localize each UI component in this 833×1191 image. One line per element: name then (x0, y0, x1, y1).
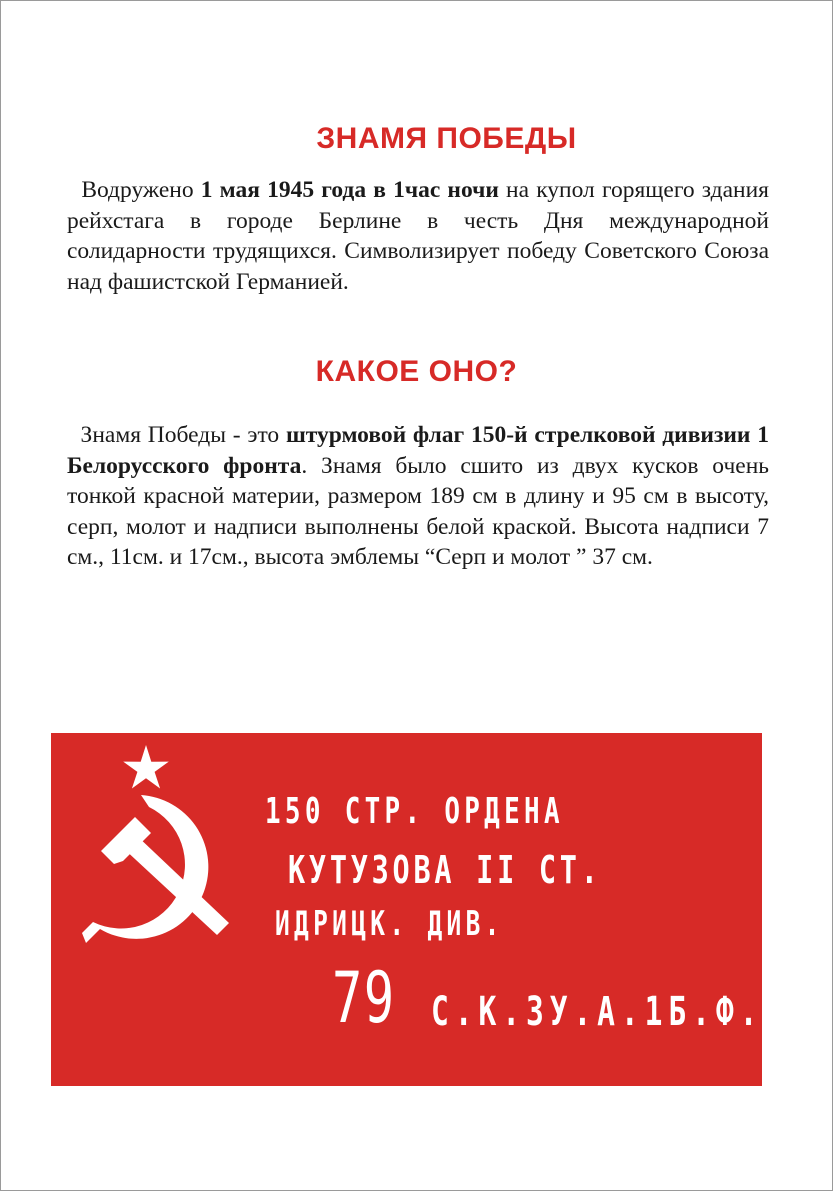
flag-inscription-line-1: 150 СТР. ОРДЕНА (265, 791, 564, 832)
description-text-end: . Знамя было сшито из двух кусков очень тонкой красной материи, размером 189 см в длину и 95 см в высоту, серп, молот и надписи выполнены белой краской. Высота надписи 7 см., 11см. и 17см., высота эмблемы “Серп и молот ” 37 см. (67, 452, 769, 570)
paragraph-date-bold: 1 мая 1945 года в 1час ночи (200, 177, 499, 203)
hammer-and-sickle-icon (51, 733, 262, 953)
flag-inscription-number: 79 (332, 957, 396, 1039)
description-text-start: Знамя Победы - это (80, 422, 286, 448)
victory-banner-flag (51, 733, 762, 1086)
paragraph-text-end: на купол горящего здания рейхстага в городе Берлине в честь Дня международной солидарности трудящихся. Символизирует победу Советского Союза над фашистской Германией. (67, 177, 769, 295)
flag-inscription-line-4: С.К.3У.А.1Б.Ф. (431, 989, 764, 1035)
sickle-icon (82, 795, 208, 943)
star-icon (123, 745, 169, 789)
heading-victory-banner: ЗНАМЯ ПОБЕДЫ (316, 122, 577, 155)
paragraph-description (67, 420, 769, 573)
paragraph-victory-banner (67, 175, 769, 297)
flag-inscription-line-3: ИДРИЦК. ДИВ. (275, 904, 504, 944)
flag-inscription-line-2: КУТУЗОВА II СТ. (288, 848, 602, 892)
heading-what-is-it: КАКОЕ ОНО? (315, 355, 518, 388)
description-bold-division: штурмовой флаг 150-й стрелковой дивизии 1 Белорусского фронта (67, 422, 769, 479)
paragraph-text-start: Водружено (81, 177, 201, 203)
